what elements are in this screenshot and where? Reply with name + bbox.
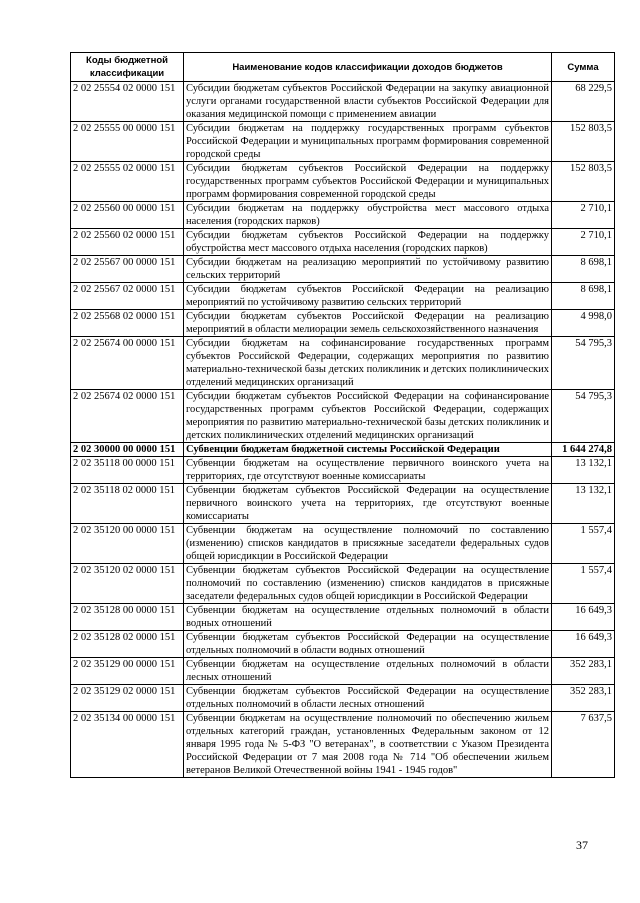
name-cell: Субвенции бюджетам субъектов Российской Федерации на осуществление полномочий по составлению (изменению) списков кандидатов в присяжные заседатели федеральных судов общей юрисдикции в Российской Федерации bbox=[184, 564, 552, 604]
code-cell: 2 02 30000 00 0000 151 bbox=[71, 443, 184, 457]
name-cell: Субсидии бюджетам субъектов Российской Федерации на реализацию мероприятий в области мелиорации земель сельскохозяйственного назначения bbox=[184, 310, 552, 337]
header-code: Коды бюджетной классификации bbox=[71, 53, 184, 82]
name-cell: Субсидии бюджетам субъектов Российской Федерации на софинансирование государственных программ субъектов Российской Федерации, содержащих мероприятия по развитию материально-технической базы детских поликлиник и детских поликлинических отделений медицинских организаций bbox=[184, 390, 552, 443]
code-cell: 2 02 25567 02 0000 151 bbox=[71, 283, 184, 310]
code-cell: 2 02 35134 00 0000 151 bbox=[71, 712, 184, 778]
table-row bbox=[71, 685, 615, 712]
name-cell: Субвенции бюджетам на осуществление отдельных полномочий в области водных отношений bbox=[184, 604, 552, 631]
code-cell: 2 02 35120 02 0000 151 bbox=[71, 564, 184, 604]
sum-cell: 352 283,1 bbox=[552, 658, 615, 685]
code-cell: 2 02 25674 02 0000 151 bbox=[71, 390, 184, 443]
name-cell: Субвенции бюджетам на осуществление первичного воинского учета на территориях, где отсутствуют военные комиссариаты bbox=[184, 457, 552, 484]
table-row bbox=[71, 283, 615, 310]
table-row bbox=[71, 337, 615, 390]
sum-cell: 54 795,3 bbox=[552, 337, 615, 390]
code-cell: 2 02 35129 02 0000 151 bbox=[71, 685, 184, 712]
sum-cell: 16 649,3 bbox=[552, 604, 615, 631]
sum-cell: 2 710,1 bbox=[552, 229, 615, 256]
table-row bbox=[71, 443, 615, 457]
sum-cell: 2 710,1 bbox=[552, 202, 615, 229]
name-cell: Субвенции бюджетам бюджетной системы Российской Федерации bbox=[184, 443, 552, 457]
table-header-row bbox=[71, 53, 615, 82]
code-cell: 2 02 25555 00 0000 151 bbox=[71, 122, 184, 162]
name-cell: Субвенции бюджетам на осуществление отдельных полномочий в области лесных отношений bbox=[184, 658, 552, 685]
table-row bbox=[71, 712, 615, 778]
table-row bbox=[71, 564, 615, 604]
table-row bbox=[71, 457, 615, 484]
table-body bbox=[71, 82, 615, 778]
sum-cell: 1 557,4 bbox=[552, 564, 615, 604]
sum-cell: 352 283,1 bbox=[552, 685, 615, 712]
sum-cell: 13 132,1 bbox=[552, 484, 615, 524]
name-cell: Субвенции бюджетам на осуществление полномочий по обеспечению жильем отдельных категорий граждан, установленных Федеральным законом от 12 января 1995 года № 5-ФЗ "О ветеранах", в соответствии с Указом Президента Российской Федерации от 7 мая 2008 года № 714 "Об обеспечении жильем ветеранов Великой Отечественной войны 1941 - 1945 годов" bbox=[184, 712, 552, 778]
code-cell: 2 02 25560 00 0000 151 bbox=[71, 202, 184, 229]
table-row bbox=[71, 658, 615, 685]
name-cell: Субвенции бюджетам субъектов Российской Федерации на осуществление первичного воинского учета на территориях, где отсутствуют военные комиссариаты bbox=[184, 484, 552, 524]
table-row bbox=[71, 162, 615, 202]
sum-cell: 4 998,0 bbox=[552, 310, 615, 337]
sum-cell: 1 557,4 bbox=[552, 524, 615, 564]
table-row bbox=[71, 524, 615, 564]
table-row bbox=[71, 631, 615, 658]
code-cell: 2 02 35118 02 0000 151 bbox=[71, 484, 184, 524]
header-sum: Сумма bbox=[552, 53, 615, 82]
table-row bbox=[71, 122, 615, 162]
name-cell: Субсидии бюджетам на поддержку обустройства мест массового отдыха населения (городских парков) bbox=[184, 202, 552, 229]
table-row bbox=[71, 256, 615, 283]
sum-cell: 13 132,1 bbox=[552, 457, 615, 484]
name-cell: Субсидии бюджетам на софинансирование государственных программ субъектов Российской Федерации, содержащих мероприятия по развитию материально-технической базы детских поликлиник и детских поликлинических отделений медицинских организаций bbox=[184, 337, 552, 390]
code-cell: 2 02 25555 02 0000 151 bbox=[71, 162, 184, 202]
table-row bbox=[71, 229, 615, 256]
table-row bbox=[71, 82, 615, 122]
name-cell: Субсидии бюджетам субъектов Российской Федерации на поддержку обустройства мест массового отдыха населения (городских парков) bbox=[184, 229, 552, 256]
name-cell: Субвенции бюджетам субъектов Российской Федерации на осуществление отдельных полномочий в области лесных отношений bbox=[184, 685, 552, 712]
code-cell: 2 02 35129 00 0000 151 bbox=[71, 658, 184, 685]
page-number: 37 bbox=[576, 838, 588, 852]
code-cell: 2 02 25674 00 0000 151 bbox=[71, 337, 184, 390]
table-row bbox=[71, 202, 615, 229]
sum-cell: 7 637,5 bbox=[552, 712, 615, 778]
sum-cell: 68 229,5 bbox=[552, 82, 615, 122]
table-row bbox=[71, 310, 615, 337]
sum-cell: 16 649,3 bbox=[552, 631, 615, 658]
sum-cell: 8 698,1 bbox=[552, 283, 615, 310]
sum-cell: 152 803,5 bbox=[552, 162, 615, 202]
code-cell: 2 02 25560 02 0000 151 bbox=[71, 229, 184, 256]
sum-cell: 152 803,5 bbox=[552, 122, 615, 162]
name-cell: Субсидии бюджетам на поддержку государственных программ субъектов Российской Федерации и муниципальных программ формирования современной городской среды bbox=[184, 122, 552, 162]
table-row bbox=[71, 390, 615, 443]
table-row bbox=[71, 484, 615, 524]
sum-cell: 54 795,3 bbox=[552, 390, 615, 443]
name-cell: Субвенции бюджетам субъектов Российской Федерации на осуществление отдельных полномочий в области водных отношений bbox=[184, 631, 552, 658]
budget-classification-table bbox=[70, 52, 615, 778]
name-cell: Субсидии бюджетам субъектов Российской Федерации на закупку авиационной услуги органами государственной власти субъектов Российской Федерации для оказания медицинской помощи с применением авиации bbox=[184, 82, 552, 122]
code-cell: 2 02 35128 00 0000 151 bbox=[71, 604, 184, 631]
code-cell: 2 02 35118 00 0000 151 bbox=[71, 457, 184, 484]
sum-cell: 8 698,1 bbox=[552, 256, 615, 283]
name-cell: Субвенции бюджетам на осуществление полномочий по составлению (изменению) списков кандидатов в присяжные заседатели федеральных судов общей юрисдикции в Российской Федерации bbox=[184, 524, 552, 564]
code-cell: 2 02 25554 02 0000 151 bbox=[71, 82, 184, 122]
code-cell: 2 02 25568 02 0000 151 bbox=[71, 310, 184, 337]
code-cell: 2 02 35120 00 0000 151 bbox=[71, 524, 184, 564]
header-name: Наименование кодов классификации доходов бюджетов bbox=[184, 53, 552, 82]
name-cell: Субсидии бюджетам на реализацию мероприятий по устойчивому развитию сельских территорий bbox=[184, 256, 552, 283]
code-cell: 2 02 25567 00 0000 151 bbox=[71, 256, 184, 283]
sum-cell: 1 644 274,8 bbox=[552, 443, 615, 457]
code-cell: 2 02 35128 02 0000 151 bbox=[71, 631, 184, 658]
name-cell: Субсидии бюджетам субъектов Российской Федерации на поддержку государственных программ субъектов Российской Федерации и муниципальных программ формирования современной городской среды bbox=[184, 162, 552, 202]
table-row bbox=[71, 604, 615, 631]
name-cell: Субсидии бюджетам субъектов Российской Федерации на реализацию мероприятий по устойчивому развитию сельских территорий bbox=[184, 283, 552, 310]
